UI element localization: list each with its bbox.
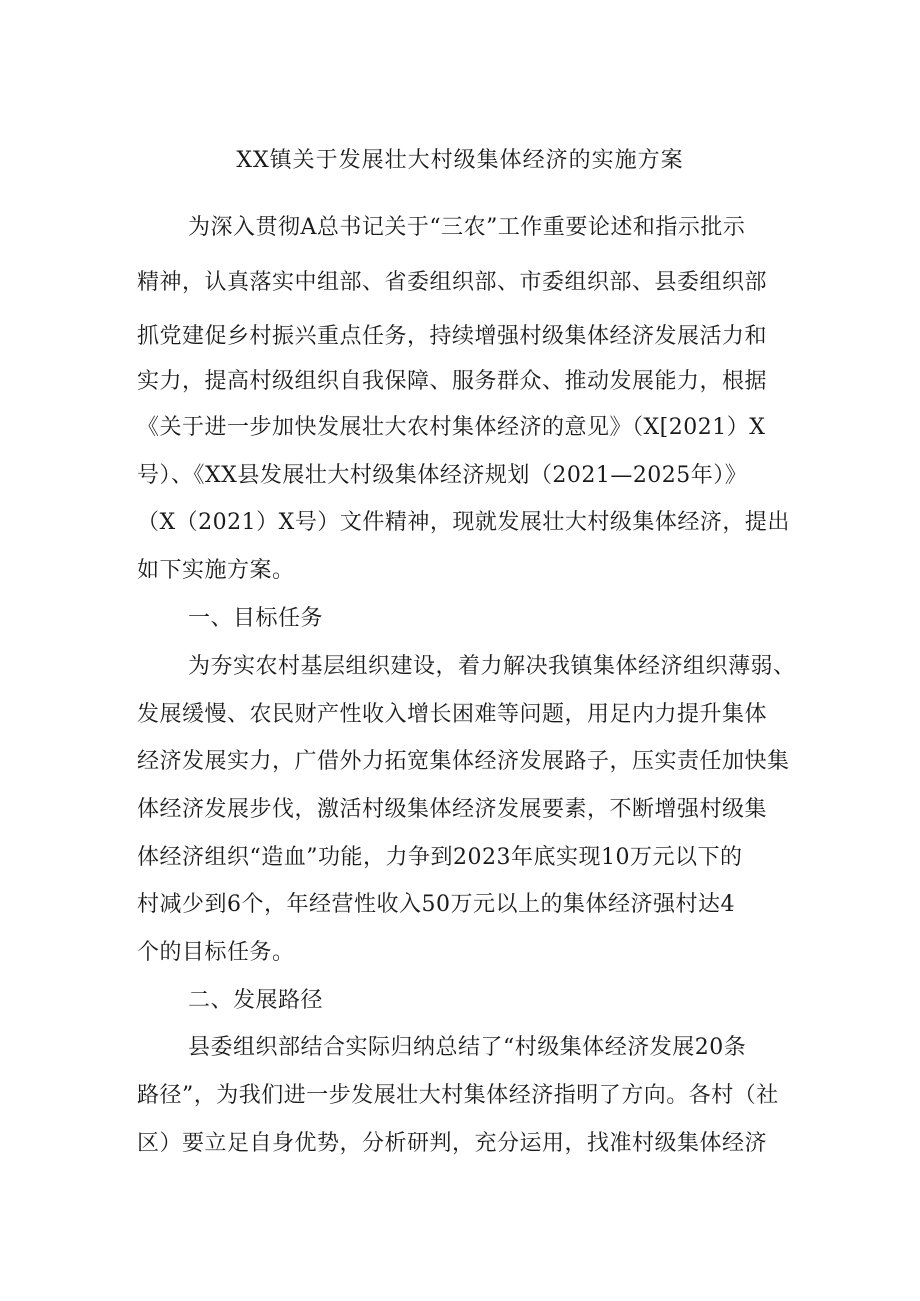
- intro-line: 如下实施方案。: [137, 558, 295, 583]
- section2-line: 区）要立足自身优势，分析研判，充分运用，找准村级集体经济: [137, 1131, 768, 1156]
- section1-line: 体经济发展步伐，激活村级集体经济发展要素，不断增强村级集: [137, 797, 768, 822]
- section1-line: 发展缓慢、农民财产性收入增长困难等问题，用足内力提升集体: [137, 702, 768, 727]
- intro-line: 实力，提高村级组织自我保障、服务群众、推动发展能力，根据: [137, 369, 768, 394]
- section2-line: 路径”，为我们进一步发展壮大村集体经济指明了方向。各村（社: [137, 1083, 779, 1108]
- section1-line: 为夯实农村基层组织建设，着力解决我镇集体经济组织薄弱、: [188, 654, 796, 679]
- section-heading-goals: 一、目标任务: [188, 606, 324, 631]
- section1-line: 体经济组织“造血”功能，力争到2023年底实现10万元以下的: [137, 845, 743, 870]
- intro-line: 抓党建促乡村振兴重点任务，持续增强村级集体经济发展活力和: [137, 324, 768, 349]
- section2-line: 县委组织部结合实际归纳总结了“村级集体经济发展20条: [188, 1035, 747, 1060]
- section1-line: 村减少到6个，年经营性收入50万元以上的集体经济强村达4: [137, 892, 735, 917]
- intro-line: 精神，认真落实中组部、省委组织部、市委组织部、县委组织部: [137, 270, 768, 295]
- document-title: XX镇关于发展壮大村级集体经济的实施方案: [236, 148, 684, 173]
- section1-line: 个的目标任务。: [137, 940, 295, 965]
- intro-line: （X（2021）X号）文件精神，现就发展壮大村级集体经济，提出: [137, 510, 790, 535]
- intro-line: 号）、《XX县发展壮大村级集体经济规划（2021—2025年）》: [137, 463, 748, 488]
- section-heading-paths: 二、发展路径: [188, 988, 324, 1013]
- intro-line: 《关于进一步加快发展壮大农村集体经济的意见》（X[2021）X: [137, 415, 766, 440]
- section1-line: 经济发展实力，广借外力拓宽集体经济发展路子，压实责任加快集: [137, 749, 790, 774]
- intro-line: 为深入贯彻A总书记关于“三农”工作重要论述和指示批示: [188, 215, 746, 240]
